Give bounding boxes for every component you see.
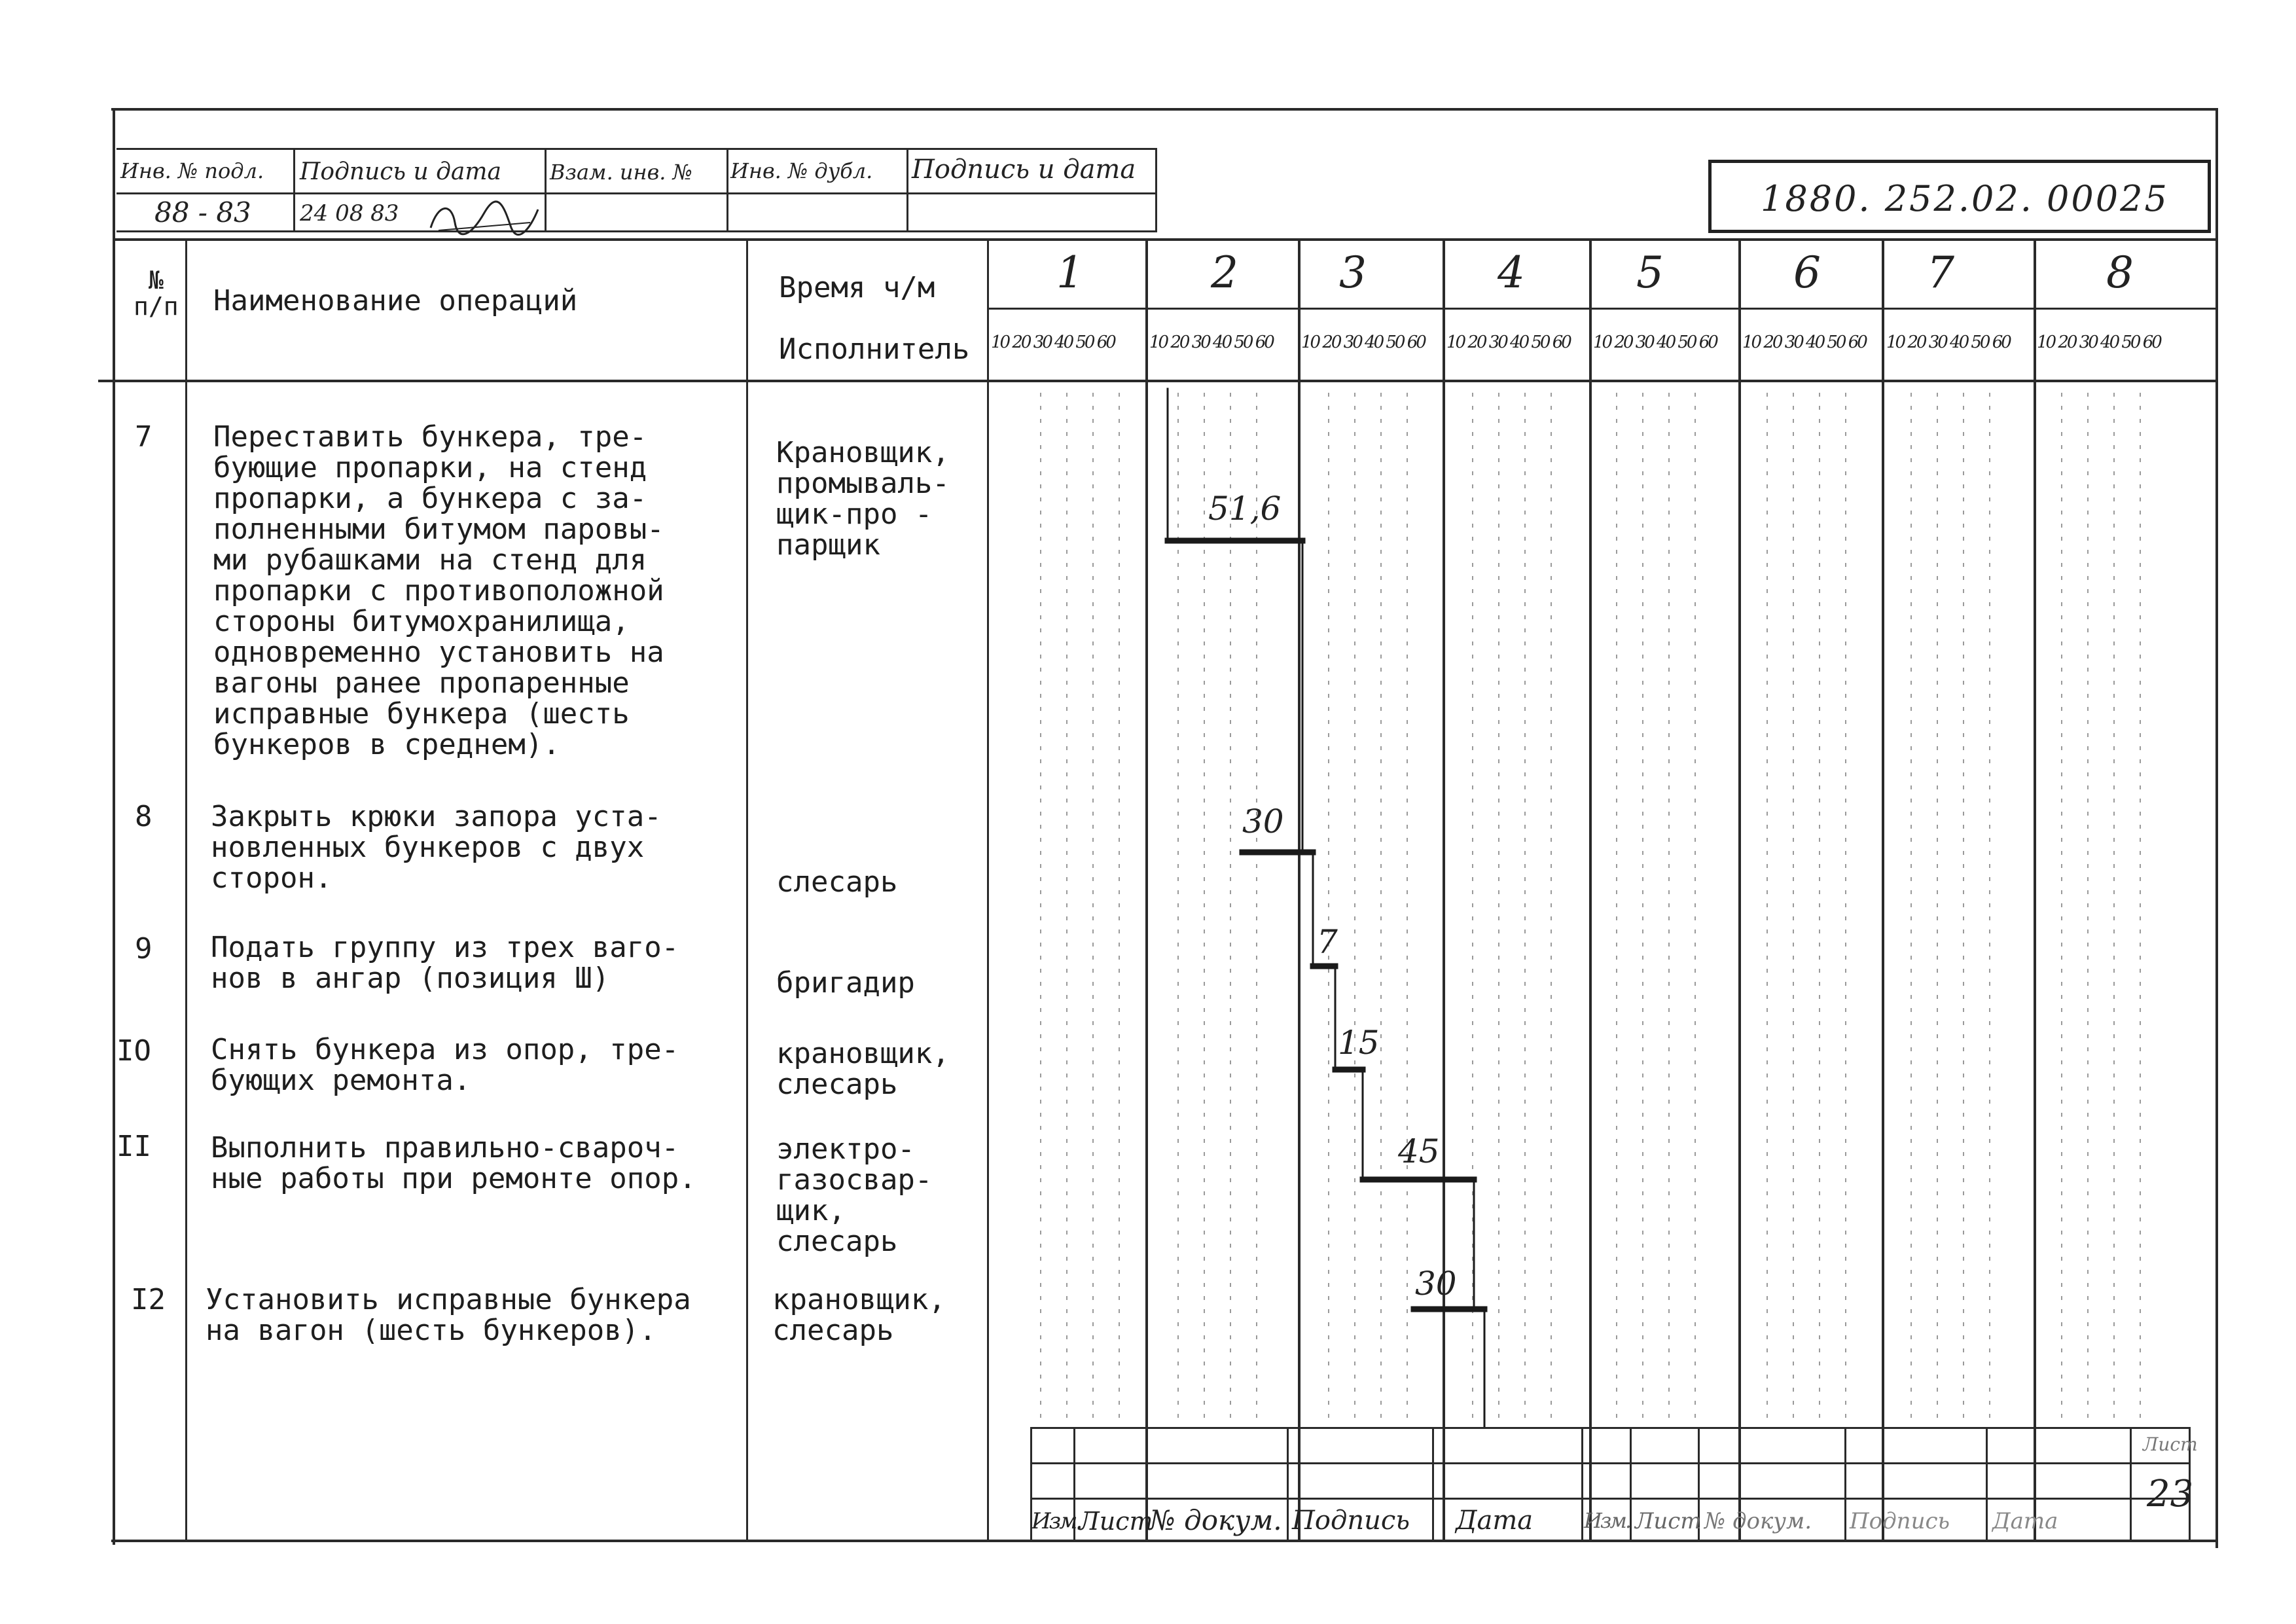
minute-ticks-8: 10 20 30 40 50 60 bbox=[2037, 333, 2161, 352]
top-header-podpis-data: Подпись и дата bbox=[300, 158, 501, 185]
minute-ticks-4: 10 20 30 40 50 60 bbox=[1446, 333, 1570, 352]
stamp-v4 bbox=[1432, 1427, 1434, 1540]
op-performer: бригадир bbox=[776, 966, 915, 1000]
op-performer: крановщик, слесарь bbox=[772, 1283, 946, 1347]
op-num: II bbox=[117, 1130, 151, 1163]
bottom-stamp bbox=[1030, 1427, 2216, 1540]
op-description: Снять бункера из опор, тре- бующих ремонта. bbox=[211, 1033, 679, 1097]
stamp-v8 bbox=[1844, 1427, 1846, 1540]
gantt-duration-7: 51,6 bbox=[1208, 490, 1282, 528]
hour-label-8: 8 bbox=[2106, 247, 2134, 298]
top-header-inv-dubl: Инв. № дубл. bbox=[730, 158, 873, 183]
gantt-duration-8: 30 bbox=[1242, 803, 1284, 840]
op-performer: Крановщик, промываль- щик-про - парщик bbox=[776, 436, 950, 562]
op-description: Установить исправные бункера на вагон (шесть бункеров). bbox=[206, 1283, 691, 1347]
op-num: 9 bbox=[135, 932, 152, 965]
stamp-v3 bbox=[1287, 1427, 1289, 1540]
op-num: 8 bbox=[135, 800, 152, 833]
stamp-label-podpis-2: Подпись bbox=[1850, 1508, 1950, 1534]
stamp-label-data-2: Дата bbox=[1992, 1508, 2058, 1534]
header-num: № п/п bbox=[134, 266, 179, 321]
top-header-podpis-data-2: Подпись и дата bbox=[912, 154, 1136, 185]
op-num: I2 bbox=[131, 1283, 166, 1316]
stamp-label-list: Лист bbox=[1079, 1507, 1153, 1536]
op-description: Закрыть крюки запора уста- новленных бункеров с двух сторон. bbox=[211, 800, 662, 895]
stamp-label-izm-2: Изм. bbox=[1584, 1508, 1630, 1533]
gantt-duration-10: 15 bbox=[1338, 1024, 1380, 1062]
stamp-sheet-label: Лист bbox=[2143, 1434, 2198, 1455]
hour-label-5: 5 bbox=[1636, 247, 1664, 298]
stamp-v6 bbox=[1630, 1427, 1632, 1540]
hour-label-6: 6 bbox=[1793, 247, 1821, 298]
op-description: Выполнить правильно-свароч- ные работы при ремонте опор. bbox=[211, 1131, 696, 1195]
sign-date-value: 24 08 83 bbox=[300, 200, 399, 226]
minute-ticks-2: 10 20 30 40 50 60 bbox=[1149, 333, 1273, 352]
hour-label-7: 7 bbox=[1927, 247, 1954, 298]
header-performer: Исполнитель bbox=[779, 333, 970, 366]
stamp-label-izm: Изм. bbox=[1031, 1508, 1081, 1534]
stamp-label-data: Дата bbox=[1456, 1506, 1534, 1536]
op-description: Переставить бункера, тре- бующие пропарки, на стенд пропарки, а бункера с за- полненными битумом паровы- ми рубашками на стенд для пропарки с противоположной стороны битумохранилища, одновременно установить на вагоны ранее пропаренные исправные бункера (шесть бункеров в среднем). bbox=[213, 420, 664, 761]
op-description: Подать группу из трех ваго- нов в ангар (позиция Ш) bbox=[211, 931, 679, 995]
hour-label-4: 4 bbox=[1498, 247, 1525, 298]
gantt-duration-12: 30 bbox=[1415, 1265, 1457, 1303]
doc-code: 1880. 252.02. 00025 bbox=[1761, 178, 2169, 219]
stamp-line-1 bbox=[1030, 1427, 2189, 1429]
minute-ticks-7: 10 20 30 40 50 60 bbox=[1886, 333, 2010, 352]
op-performer: крановщик, слесарь bbox=[776, 1037, 950, 1101]
op-performer: слесарь bbox=[776, 865, 898, 899]
stamp-line-3 bbox=[1030, 1498, 2189, 1500]
minute-ticks-5: 10 20 30 40 50 60 bbox=[1593, 333, 1717, 352]
stamp-line-2 bbox=[1030, 1462, 2189, 1464]
minute-ticks-1: 10 20 30 40 50 60 bbox=[991, 333, 1115, 352]
stamp-label-dokum-2: № докум. bbox=[1704, 1508, 1812, 1534]
minute-ticks-3: 10 20 30 40 50 60 bbox=[1301, 333, 1425, 352]
stamp-v10 bbox=[2130, 1427, 2132, 1540]
hour-label-3: 3 bbox=[1339, 247, 1367, 298]
stamp-v9 bbox=[1986, 1427, 1988, 1540]
stamp-label-dokum: № докум. bbox=[1149, 1504, 1282, 1536]
op-num: IO bbox=[117, 1034, 151, 1068]
inv-number-value: 88 - 83 bbox=[154, 196, 251, 228]
stamp-label-list-2: Лист bbox=[1635, 1508, 1702, 1534]
header-operation-name: Наименование операций bbox=[213, 284, 578, 317]
top-header-inv-podl: Инв. № подл. bbox=[120, 158, 264, 183]
minute-ticks-6: 10 20 30 40 50 60 bbox=[1742, 333, 1866, 352]
stamp-label-podpis: Подпись bbox=[1292, 1506, 1410, 1536]
hour-label-2: 2 bbox=[1211, 247, 1238, 298]
top-header-vzam-inv: Взам. инв. № bbox=[550, 160, 692, 185]
header-time: Время ч/м bbox=[779, 271, 935, 304]
gantt-duration-9: 7 bbox=[1317, 923, 1338, 961]
op-num: 7 bbox=[135, 420, 152, 454]
op-performer: электро- газосвар- щик, слесарь bbox=[776, 1132, 933, 1258]
gantt-duration-11: 45 bbox=[1398, 1132, 1440, 1170]
stamp-v5 bbox=[1581, 1427, 1583, 1540]
stamp-sheet-number: 23 bbox=[2147, 1473, 2194, 1515]
hour-label-1: 1 bbox=[1056, 247, 1084, 298]
